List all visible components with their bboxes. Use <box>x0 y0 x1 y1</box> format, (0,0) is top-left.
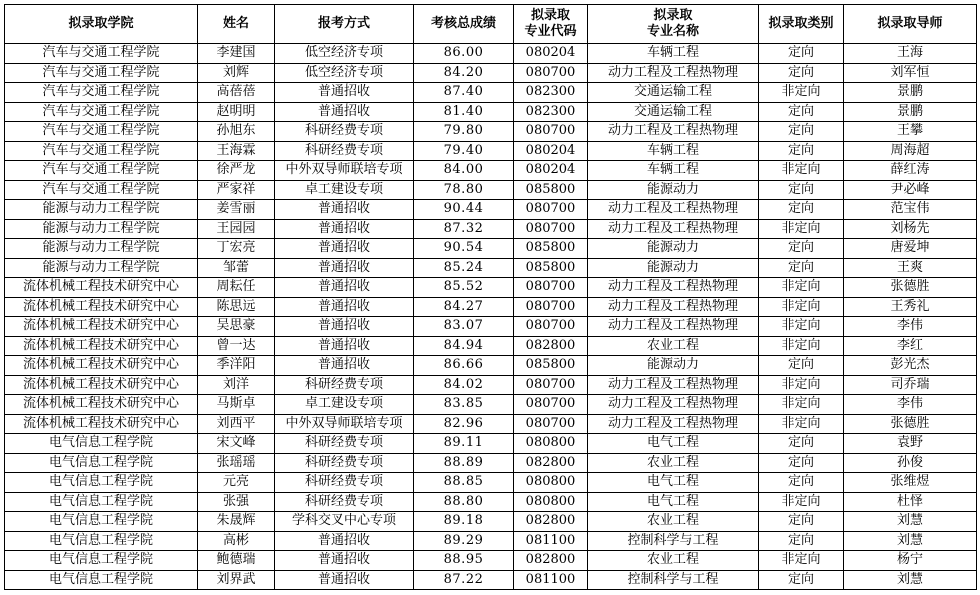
college-cell: 能源与动力工程学院 <box>5 200 198 220</box>
college-cell: 电气信息工程学院 <box>5 570 198 590</box>
major-name-cell: 动力工程及工程热物理 <box>588 317 759 337</box>
category-cell: 定向 <box>759 434 844 454</box>
col-college-header: 拟录取学院 <box>5 5 198 44</box>
method-cell: 科研经费专项 <box>275 141 414 161</box>
major-name-cell: 电气工程 <box>588 434 759 454</box>
college-cell: 电气信息工程学院 <box>5 551 198 571</box>
method-cell: 普通招收 <box>275 297 414 317</box>
advisor-cell: 杨宁 <box>844 551 977 571</box>
major-name-cell: 能源动力 <box>588 356 759 376</box>
major-name-cell: 动力工程及工程热物理 <box>588 122 759 142</box>
major-code-cell: 085800 <box>514 239 588 259</box>
major-name-cell: 能源动力 <box>588 239 759 259</box>
college-cell: 汽车与交通工程学院 <box>5 44 198 64</box>
col-category-header: 拟录取类别 <box>759 5 844 44</box>
category-cell: 定向 <box>759 258 844 278</box>
name-cell: 刘西平 <box>198 414 275 434</box>
major-code-cell: 080800 <box>514 473 588 493</box>
score-cell: 89.29 <box>414 531 514 551</box>
name-cell: 元亮 <box>198 473 275 493</box>
college-cell: 电气信息工程学院 <box>5 512 198 532</box>
major-name-cell: 动力工程及工程热物理 <box>588 278 759 298</box>
name-cell: 高彬 <box>198 531 275 551</box>
score-cell: 86.00 <box>414 44 514 64</box>
category-cell: 非定向 <box>759 492 844 512</box>
advisor-cell: 景鹏 <box>844 83 977 103</box>
method-cell: 普通招收 <box>275 219 414 239</box>
college-cell: 流体机械工程技术研究中心 <box>5 414 198 434</box>
score-cell: 83.85 <box>414 395 514 415</box>
method-cell: 中外双导师联培专项 <box>275 414 414 434</box>
advisor-cell: 刘慧 <box>844 531 977 551</box>
category-cell: 非定向 <box>759 414 844 434</box>
table-row <box>5 317 977 337</box>
table-row <box>5 180 977 200</box>
college-cell: 流体机械工程技术研究中心 <box>5 336 198 356</box>
table-row <box>5 258 977 278</box>
score-cell: 87.22 <box>414 570 514 590</box>
major-code-cell: 085800 <box>514 180 588 200</box>
header-label-line: 拟录取 <box>653 8 693 23</box>
major-name-cell: 电气工程 <box>588 473 759 493</box>
method-cell: 学科交叉中心专项 <box>275 512 414 532</box>
college-cell: 能源与动力工程学院 <box>5 258 198 278</box>
method-cell: 科研经费专项 <box>275 453 414 473</box>
name-cell: 马斯卓 <box>198 395 275 415</box>
method-cell: 普通招收 <box>275 356 414 376</box>
category-cell: 非定向 <box>759 336 844 356</box>
college-cell: 汽车与交通工程学院 <box>5 161 198 181</box>
category-cell: 非定向 <box>759 395 844 415</box>
score-cell: 89.18 <box>414 512 514 532</box>
category-cell: 定向 <box>759 531 844 551</box>
advisor-cell: 周海超 <box>844 141 977 161</box>
method-cell: 普通招收 <box>275 570 414 590</box>
table-row <box>5 200 977 220</box>
major-name-cell: 农业工程 <box>588 336 759 356</box>
method-cell: 普通招收 <box>275 83 414 103</box>
advisor-cell: 袁野 <box>844 434 977 454</box>
name-cell: 刘洋 <box>198 375 275 395</box>
major-code-cell: 081100 <box>514 570 588 590</box>
score-cell: 84.94 <box>414 336 514 356</box>
major-name-cell: 动力工程及工程热物理 <box>588 395 759 415</box>
category-cell: 定向 <box>759 102 844 122</box>
method-cell: 科研经费专项 <box>275 473 414 493</box>
advisor-cell: 孙俊 <box>844 453 977 473</box>
table-row <box>5 473 977 493</box>
table-body <box>5 44 977 590</box>
college-cell: 流体机械工程技术研究中心 <box>5 317 198 337</box>
score-cell: 84.27 <box>414 297 514 317</box>
table-row <box>5 278 977 298</box>
major-name-cell: 农业工程 <box>588 551 759 571</box>
category-cell: 非定向 <box>759 317 844 337</box>
advisor-cell: 尹必峰 <box>844 180 977 200</box>
major-name-cell: 动力工程及工程热物理 <box>588 297 759 317</box>
advisor-cell: 张德胜 <box>844 278 977 298</box>
advisor-cell: 王海 <box>844 44 977 64</box>
table-row <box>5 551 977 571</box>
name-cell: 季洋阳 <box>198 356 275 376</box>
name-cell: 宋文峰 <box>198 434 275 454</box>
header-label-line: 专业代码 <box>524 24 577 39</box>
name-cell: 徐严龙 <box>198 161 275 181</box>
method-cell: 卓工建设专项 <box>275 395 414 415</box>
score-cell: 78.80 <box>414 180 514 200</box>
score-cell: 79.40 <box>414 141 514 161</box>
score-cell: 85.24 <box>414 258 514 278</box>
score-cell: 87.40 <box>414 83 514 103</box>
table-row <box>5 83 977 103</box>
college-cell: 电气信息工程学院 <box>5 492 198 512</box>
college-cell: 能源与动力工程学院 <box>5 239 198 259</box>
advisor-cell: 唐爱坤 <box>844 239 977 259</box>
college-cell: 流体机械工程技术研究中心 <box>5 297 198 317</box>
table-row <box>5 141 977 161</box>
name-cell: 严家祥 <box>198 180 275 200</box>
category-cell: 定向 <box>759 180 844 200</box>
advisor-cell: 李伟 <box>844 395 977 415</box>
major-name-cell: 农业工程 <box>588 512 759 532</box>
col-advisor-header: 拟录取导师 <box>844 5 977 44</box>
table-row <box>5 102 977 122</box>
category-cell: 定向 <box>759 570 844 590</box>
advisor-cell: 刘慧 <box>844 512 977 532</box>
category-cell: 定向 <box>759 200 844 220</box>
college-cell: 流体机械工程技术研究中心 <box>5 375 198 395</box>
method-cell: 普通招收 <box>275 551 414 571</box>
major-name-cell: 动力工程及工程热物理 <box>588 219 759 239</box>
advisor-cell: 刘杨先 <box>844 219 977 239</box>
score-cell: 90.54 <box>414 239 514 259</box>
category-cell: 非定向 <box>759 219 844 239</box>
table-row <box>5 512 977 532</box>
method-cell: 普通招收 <box>275 531 414 551</box>
name-cell: 曾一达 <box>198 336 275 356</box>
major-name-cell: 控制科学与工程 <box>588 570 759 590</box>
score-cell: 83.07 <box>414 317 514 337</box>
table-row <box>5 414 977 434</box>
major-code-cell: 080204 <box>514 161 588 181</box>
name-cell: 张瑶瑶 <box>198 453 275 473</box>
college-cell: 电气信息工程学院 <box>5 434 198 454</box>
method-cell: 普通招收 <box>275 278 414 298</box>
table-row <box>5 395 977 415</box>
name-cell: 周耘任 <box>198 278 275 298</box>
college-cell: 流体机械工程技术研究中心 <box>5 395 198 415</box>
table-row <box>5 122 977 142</box>
table-row <box>5 453 977 473</box>
major-code-cell: 080700 <box>514 63 588 83</box>
score-cell: 79.80 <box>414 122 514 142</box>
advisor-cell: 李伟 <box>844 317 977 337</box>
major-code-cell: 080700 <box>514 395 588 415</box>
name-cell: 高蓓蓓 <box>198 83 275 103</box>
score-cell: 86.66 <box>414 356 514 376</box>
name-cell: 鲍德瑞 <box>198 551 275 571</box>
major-name-cell: 控制科学与工程 <box>588 531 759 551</box>
method-cell: 科研经费专项 <box>275 375 414 395</box>
major-name-cell: 电气工程 <box>588 492 759 512</box>
table-row <box>5 161 977 181</box>
advisor-cell: 王攀 <box>844 122 977 142</box>
advisor-cell: 刘军恒 <box>844 63 977 83</box>
advisor-cell: 张维煜 <box>844 473 977 493</box>
major-name-cell: 车辆工程 <box>588 44 759 64</box>
advisor-cell: 王秀礼 <box>844 297 977 317</box>
table-row <box>5 239 977 259</box>
advisor-cell: 彭光杰 <box>844 356 977 376</box>
advisor-cell: 景鹏 <box>844 102 977 122</box>
name-cell: 吴思豪 <box>198 317 275 337</box>
college-cell: 电气信息工程学院 <box>5 531 198 551</box>
method-cell: 普通招收 <box>275 317 414 337</box>
major-code-cell: 082800 <box>514 551 588 571</box>
header-label-line: 拟录取 <box>530 8 570 23</box>
score-cell: 81.40 <box>414 102 514 122</box>
college-cell: 汽车与交通工程学院 <box>5 180 198 200</box>
major-name-cell: 动力工程及工程热物理 <box>588 414 759 434</box>
college-cell: 电气信息工程学院 <box>5 453 198 473</box>
category-cell: 非定向 <box>759 297 844 317</box>
method-cell: 普通招收 <box>275 200 414 220</box>
score-cell: 85.52 <box>414 278 514 298</box>
major-code-cell: 080700 <box>514 414 588 434</box>
table-row <box>5 570 977 590</box>
major-name-cell: 交通运输工程 <box>588 102 759 122</box>
header-row <box>5 5 977 44</box>
category-cell: 定向 <box>759 141 844 161</box>
major-code-cell: 082800 <box>514 453 588 473</box>
name-cell: 李建国 <box>198 44 275 64</box>
name-cell: 王园园 <box>198 219 275 239</box>
col-major-code-header <box>514 5 588 44</box>
method-cell: 低空经济专项 <box>275 44 414 64</box>
score-cell: 88.89 <box>414 453 514 473</box>
category-cell: 定向 <box>759 473 844 493</box>
score-cell: 88.95 <box>414 551 514 571</box>
major-code-cell: 080800 <box>514 492 588 512</box>
major-name-cell: 动力工程及工程热物理 <box>588 200 759 220</box>
method-cell: 低空经济专项 <box>275 63 414 83</box>
major-name-cell: 动力工程及工程热物理 <box>588 63 759 83</box>
table-row <box>5 44 977 64</box>
table-row <box>5 434 977 454</box>
category-cell: 定向 <box>759 356 844 376</box>
major-name-cell: 交通运输工程 <box>588 83 759 103</box>
method-cell: 普通招收 <box>275 239 414 259</box>
advisor-cell: 薛红涛 <box>844 161 977 181</box>
category-cell: 非定向 <box>759 83 844 103</box>
score-cell: 88.80 <box>414 492 514 512</box>
name-cell: 陈思远 <box>198 297 275 317</box>
major-code-cell: 085800 <box>514 258 588 278</box>
category-cell: 定向 <box>759 512 844 532</box>
college-cell: 能源与动力工程学院 <box>5 219 198 239</box>
advisor-cell: 王爽 <box>844 258 977 278</box>
category-cell: 定向 <box>759 453 844 473</box>
name-cell: 邹蕾 <box>198 258 275 278</box>
table-row <box>5 336 977 356</box>
major-code-cell: 080700 <box>514 297 588 317</box>
score-cell: 82.96 <box>414 414 514 434</box>
major-code-cell: 080700 <box>514 317 588 337</box>
name-cell: 张强 <box>198 492 275 512</box>
score-cell: 84.02 <box>414 375 514 395</box>
college-cell: 流体机械工程技术研究中心 <box>5 356 198 376</box>
major-code-cell: 080700 <box>514 122 588 142</box>
advisor-cell: 范宝伟 <box>844 200 977 220</box>
major-code-cell: 080700 <box>514 200 588 220</box>
table-row <box>5 297 977 317</box>
name-cell: 王海霖 <box>198 141 275 161</box>
major-code-cell: 080800 <box>514 434 588 454</box>
major-name-cell: 农业工程 <box>588 453 759 473</box>
category-cell: 定向 <box>759 44 844 64</box>
major-code-cell: 080700 <box>514 278 588 298</box>
method-cell: 科研经费专项 <box>275 122 414 142</box>
category-cell: 非定向 <box>759 375 844 395</box>
name-cell: 赵明明 <box>198 102 275 122</box>
name-cell: 朱晟辉 <box>198 512 275 532</box>
major-code-cell: 082800 <box>514 512 588 532</box>
major-code-cell: 082800 <box>514 336 588 356</box>
method-cell: 科研经费专项 <box>275 492 414 512</box>
method-cell: 普通招收 <box>275 258 414 278</box>
score-cell: 84.00 <box>414 161 514 181</box>
category-cell: 定向 <box>759 239 844 259</box>
name-cell: 丁宏亮 <box>198 239 275 259</box>
name-cell: 刘辉 <box>198 63 275 83</box>
table-row <box>5 219 977 239</box>
table-row <box>5 492 977 512</box>
major-code-cell: 080700 <box>514 375 588 395</box>
major-name-cell: 能源动力 <box>588 180 759 200</box>
score-cell: 84.20 <box>414 63 514 83</box>
college-cell: 汽车与交通工程学院 <box>5 122 198 142</box>
name-cell: 姜雪丽 <box>198 200 275 220</box>
college-cell: 电气信息工程学院 <box>5 473 198 493</box>
college-cell: 汽车与交通工程学院 <box>5 141 198 161</box>
major-name-cell: 能源动力 <box>588 258 759 278</box>
table-row <box>5 356 977 376</box>
college-cell: 汽车与交通工程学院 <box>5 83 198 103</box>
score-cell: 90.44 <box>414 200 514 220</box>
advisor-cell: 司乔瑞 <box>844 375 977 395</box>
method-cell: 卓工建设专项 <box>275 180 414 200</box>
advisor-cell: 李红 <box>844 336 977 356</box>
major-name-cell: 动力工程及工程热物理 <box>588 375 759 395</box>
major-code-cell: 080204 <box>514 44 588 64</box>
method-cell: 科研经费专项 <box>275 434 414 454</box>
name-cell: 刘界武 <box>198 570 275 590</box>
col-score-header: 考核总成绩 <box>414 5 514 44</box>
col-name-header: 姓名 <box>198 5 275 44</box>
col-major-name-header <box>588 5 759 44</box>
category-cell: 定向 <box>759 63 844 83</box>
major-name-cell: 车辆工程 <box>588 141 759 161</box>
method-cell: 中外双导师联培专项 <box>275 161 414 181</box>
advisor-cell: 张德胜 <box>844 414 977 434</box>
name-cell: 孙旭东 <box>198 122 275 142</box>
college-cell: 汽车与交通工程学院 <box>5 102 198 122</box>
category-cell: 定向 <box>759 122 844 142</box>
admission-table <box>4 4 977 590</box>
score-cell: 88.85 <box>414 473 514 493</box>
table-row <box>5 375 977 395</box>
major-code-cell: 081100 <box>514 531 588 551</box>
score-cell: 87.32 <box>414 219 514 239</box>
category-cell: 非定向 <box>759 161 844 181</box>
major-name-cell: 车辆工程 <box>588 161 759 181</box>
major-code-cell: 082300 <box>514 83 588 103</box>
advisor-cell: 杜怿 <box>844 492 977 512</box>
header-label-line: 专业名称 <box>646 24 699 39</box>
category-cell: 非定向 <box>759 551 844 571</box>
major-code-cell: 080700 <box>514 219 588 239</box>
college-cell: 汽车与交通工程学院 <box>5 63 198 83</box>
table-row <box>5 531 977 551</box>
score-cell: 89.11 <box>414 434 514 454</box>
major-code-cell: 085800 <box>514 356 588 376</box>
method-cell: 普通招收 <box>275 336 414 356</box>
major-code-cell: 082300 <box>514 102 588 122</box>
college-cell: 流体机械工程技术研究中心 <box>5 278 198 298</box>
major-code-cell: 080204 <box>514 141 588 161</box>
table-row <box>5 63 977 83</box>
category-cell: 非定向 <box>759 278 844 298</box>
method-cell: 普通招收 <box>275 102 414 122</box>
advisor-cell: 刘慧 <box>844 570 977 590</box>
col-method-header: 报考方式 <box>275 5 414 44</box>
